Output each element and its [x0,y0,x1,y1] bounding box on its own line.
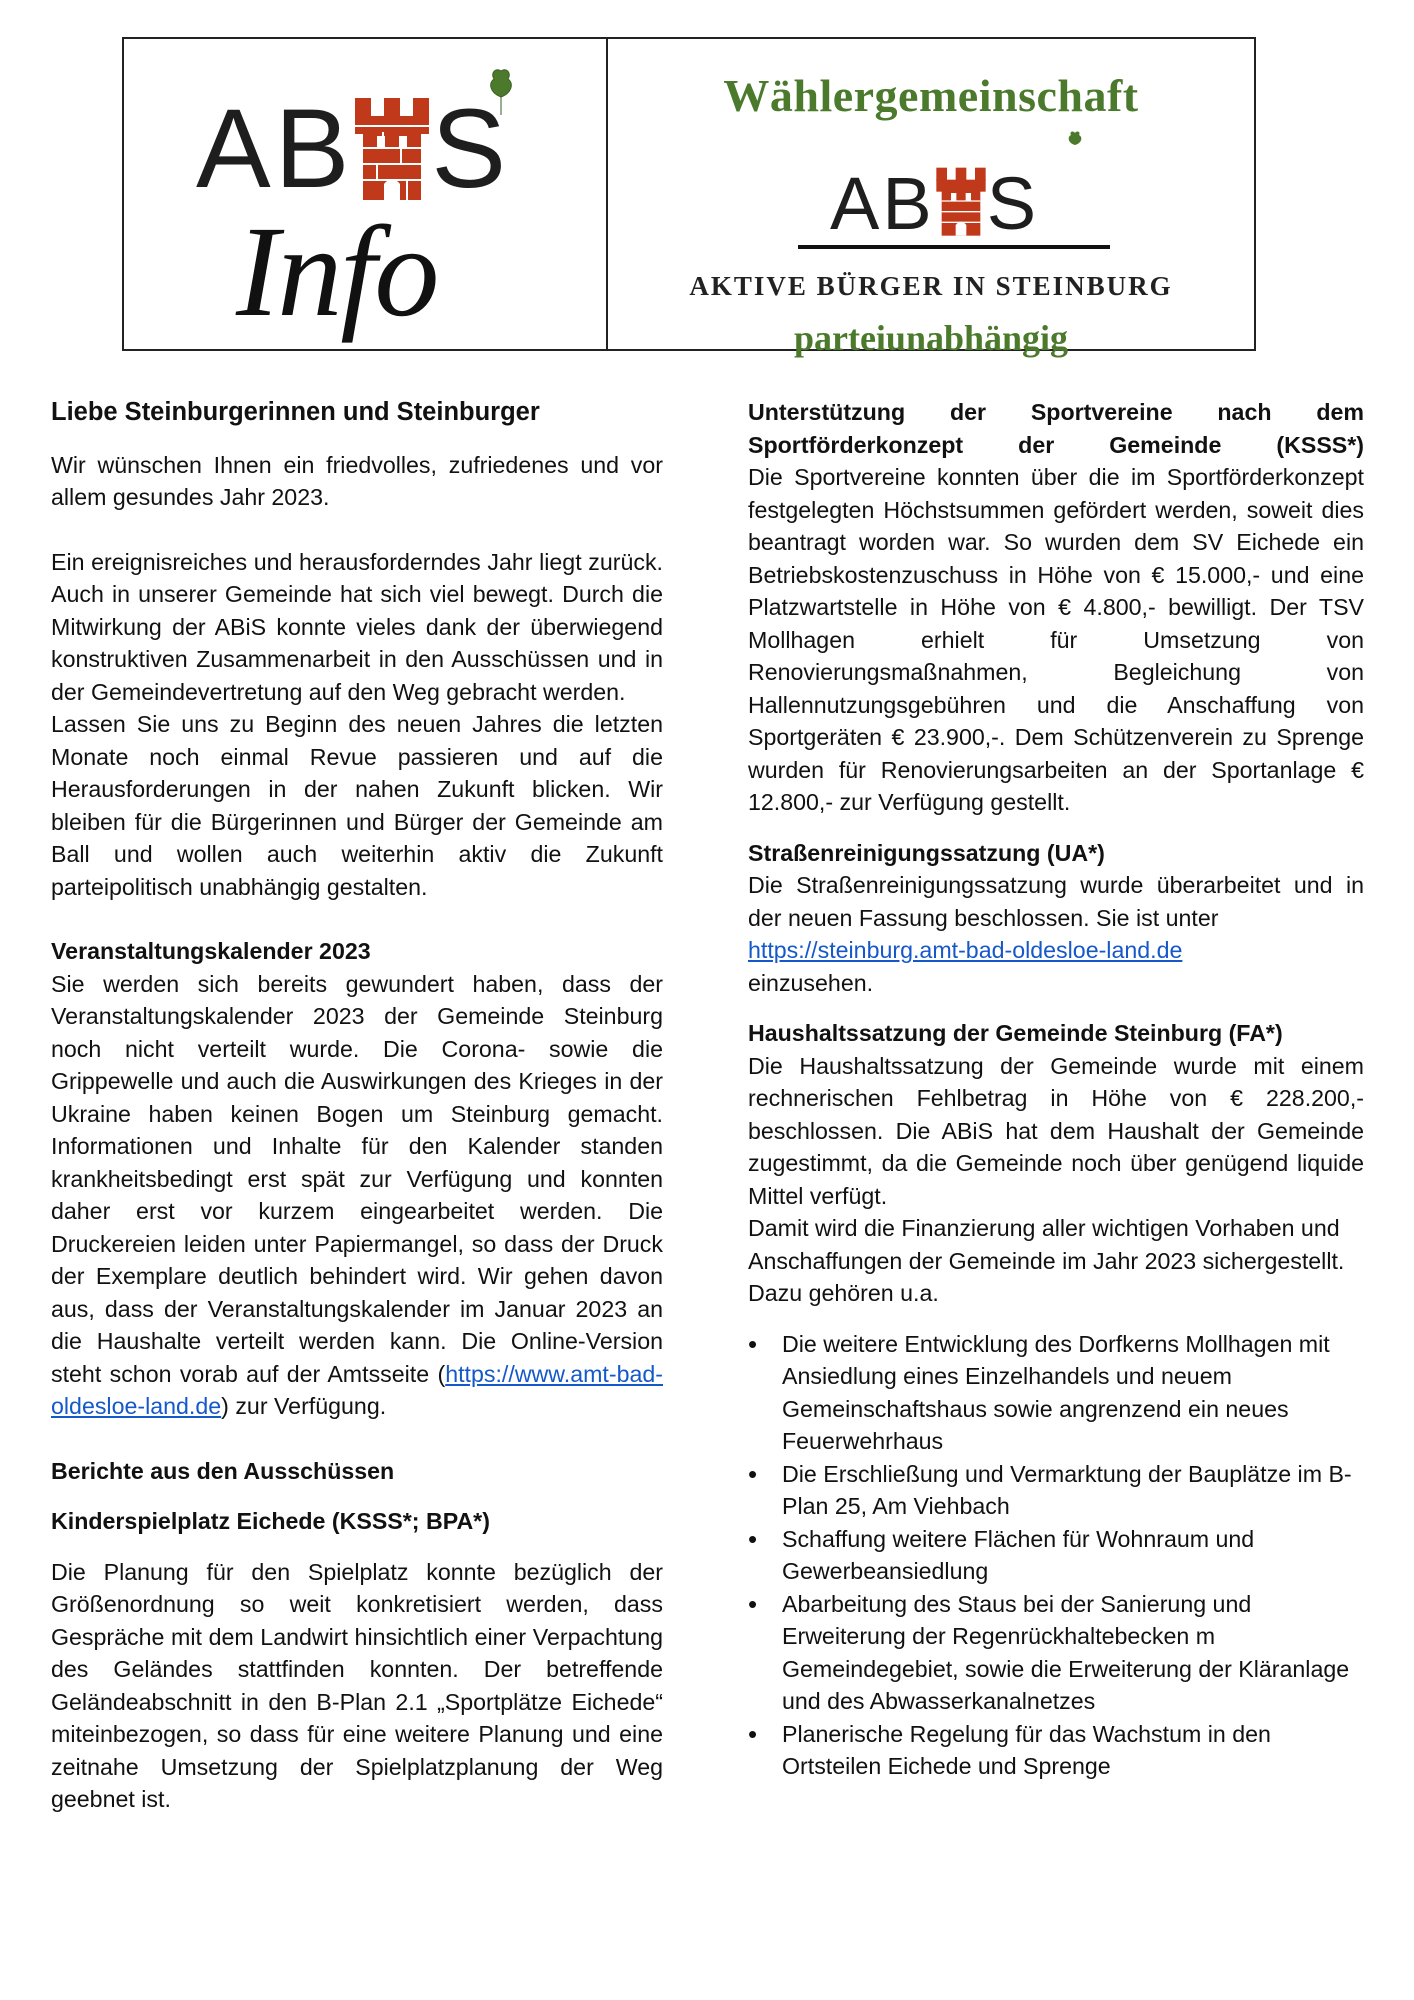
greeting-heading: Liebe Steinburgerinnen und Steinburger [51,398,540,426]
kinderspielplatz-paragraph: Die Planung für den Spielplatz konnte bezüglich der Größenordnung so weit konkretisiert werden, dass Gespräche mit dem Landwirt hinsichtlich einer Verpachtung des Geländes stattfinden konnten. Der betreffende Geländeabschnitt in den B-Plan 2.1 „Sportplätze Eichede“ miteinbezogen, so dass für eine weitere Planung und eine zeitnahe Umsetzung der Spielplatzplanung der Weg geebnet ist. [51,1558,663,1812]
list-item: • Planerische Regelung für das Wachstum in den Ortsteilen Eichede und Sprenge [782,1718,1364,1783]
small-leaf-icon [1066,131,1084,162]
masthead-right-panel [608,39,1254,358]
strassenreinigung-heading: Straßenreinigungssatzung (UA*) [748,839,1105,866]
right-column [748,396,1364,1783]
amt-website-link[interactable]: https://www.amt-bad-oldesloe-land.de [51,1360,663,1419]
abis-logo-small [830,141,1040,245]
berichte-heading: Berichte aus den Ausschüssen [51,1457,395,1484]
logo-underline [798,245,1110,249]
veranstaltungskalender-paragraph [51,968,663,1423]
info-wordmark: Info [236,200,438,344]
tower-small-icon [935,166,987,241]
sportvereine-paragraph: Die Sportvereine konnten über die im Sportförderkonzept festgelegten Höchstsummen gefördert werden, soweit dies beantragt worden war. So wurden dem SV Eichede ein Betriebskostenzuschuss in Höhe von € 15.000,- und eine Platzwartstelle in Höhe von € 4.800,- bewilligt. Der TSV Mollhagen erhielt für Umsetzung von Renovierungsmaßnahmen, Begleichung von Hallennutzungsgebühren und die Anschaffung von Sportgeräten € 23.900,-. Dem Schützenverein zu Sprenge wurden für Renovierungsarbeiten an der Sportanlage € 12.800,- zur Verfügung gestellt. [748,464,1364,815]
veranstaltungskalender-heading: Veranstaltungskalender 2023 [51,938,371,964]
haushaltssatzung-paragraph: Die Haushaltssatzung der Gemeinde wurde mit einem rechnerischen Fehlbetrag in Höhe von € 228.200,- beschlossen. Die ABiS hat dem Haushalt der Gemeinde zugestimmt, da die Gemeinde noch über genügend liquide Mittel verfügt. [748,1052,1364,1209]
outlook-paragraph: Lassen Sie uns zu Beginn des neuen Jahres die letzten Monate noch einmal Revue passieren und auf die Herausforderungen in der nahen Zukunft blicken. Wir bleiben für die Bürgerinnen und Bürger der Gemeinde am Ball und wollen auch weiterhin aktiv die Zukunft parteipolitisch unabhängig gestalten. [51,711,663,900]
masthead [122,37,1256,358]
sportvereine-heading: Unterstützung der Sportvereine nach dem Sportförderkonzept der Gemeinde (KSSS*) [748,399,1364,458]
list-item: • Die weitere Entwicklung des Dorfkerns Mollhagen mit Ansiedlung eines Einzelhandels und neuem Gemeinschaftshaus sowie angrenzend ein neues Feuerwehrhaus [782,1328,1364,1458]
haushaltssatzung-paragraph-2: Damit wird die Finanzierung aller wichtigen Vorhaben und Anschaffungen der Gemeinde im Jahr 2023 sichergestellt. Dazu gehören u.a. [748,1215,1345,1306]
list-item: • Die Erschließung und Vermarktung der Bauplätze im B-Plan 25, Am Viehbach [782,1458,1364,1523]
tower-icon [353,96,431,205]
veranstaltung-text-a: Sie werden sich bereits gewundert haben, dass der Veranstaltungskalender 2023 der Gemeinde Steinburg noch nicht verteilt wurde. Die Corona- sowie die Grippewelle und auch die Auswirkungen des Krieges in der Ukraine haben keinen Bogen um Steinburg gemacht. Informationen und Inhalte für den Kalender standen krankheitsbedingt erst spät zur Verfügung und konnten daher erst vor kurzem eingearbeitet werden. Die Druckereien leiden unter Papiermangel, so dass der Druck der Exemplare deutlich behindert wird. Wir gehen davon aus, dass der Veranstaltungskalender im Januar 2023 an die Haushalte verteilt werden kann. Die Online-Version steht schon vorab auf der Amtsseite ( [51,970,663,1387]
logo-small-letters-s: S [986,162,1040,245]
logo-letters-ab: AB [196,86,354,211]
logo-small-letters-ab: AB [830,162,935,245]
abis-logo-large [196,75,511,211]
list-item: • Abarbeitung des Staus bei der Sanierung und Erweiterung der Regenrückhaltebecken m Gemeindegebiet, sowie die Erweiterung der Kläranlage und des Abwasserkanalnetzes [782,1588,1364,1718]
kinderspielplatz-heading: Kinderspielplatz Eichede (KSSS*; BPA*) [51,1508,490,1534]
strassenreinigung-tail: einzusehen. [748,969,874,996]
waehlergemeinschaft-title: Wählergemeinschaft [723,70,1139,121]
haushaltssatzung-heading: Haushaltssatzung der Gemeinde Steinburg (FA*) [748,1020,1283,1046]
steinburg-website-link[interactable]: https://steinburg.amt-bad-oldesloe-land.de [748,937,1183,963]
veranstaltung-text-b: ) zur Verfügung. [221,1393,387,1419]
tagline: AKTIVE BÜRGER IN STEINBURG [689,271,1173,301]
masthead-left-panel [124,39,608,349]
vorhaben-list [748,1328,1364,1783]
subline: parteiunabhängig [793,318,1069,358]
left-column [51,396,663,1816]
oak-leaf-icon [486,67,516,122]
list-item: • Schaffung weitere Flächen für Wohnraum und Gewerbeansiedlung [782,1523,1364,1588]
logo-letters-s: S [431,86,511,211]
strassenreinigung-paragraph: Die Straßenreinigungssatzung wurde überarbeitet und in der neuen Fassung beschlossen. Sie ist unter [748,872,1364,931]
greeting-paragraph: Wir wünschen Ihnen ein friedvolles, zufriedenes und vor allem gesundes Jahr 2023. [51,451,663,510]
intro-paragraph: Ein ereignisreiches und herausforderndes Jahr liegt zurück. Auch in unserer Gemeinde hat sich viel bewegt. Durch die Mitwirkung der ABiS konnte vieles dank der überwiegend konstruktiven Zusammenarbeit in den Ausschüssen und in der Gemeindevertretung auf den Weg gebracht werden. [51,548,663,705]
